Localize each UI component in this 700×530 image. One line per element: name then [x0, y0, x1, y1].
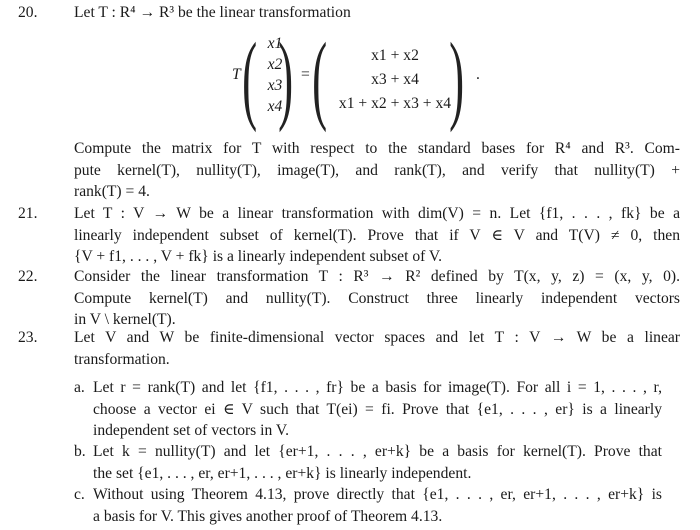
- problem-number: 20.: [18, 4, 38, 21]
- text-line: Let k = nullity(T) and let {er+1, . . . , er+k} be a basis for kernel(T). Prove that: [93, 443, 662, 460]
- text-line: Let T : V → W be a linear transformation with dim(V) = n. Let {f1, . . . , fk} be a: [74, 205, 680, 222]
- problem-intro: Let T : R⁴ → R³ be the linear transformation: [74, 4, 351, 21]
- text-line: {V + f1, . . . , V + fk} is a linearly independent subset of V.: [74, 248, 443, 265]
- part-a: [0, 377, 662, 442]
- problem-20-text: [18, 138, 680, 203]
- part-label: a.: [74, 379, 85, 396]
- text-line: in V \ kernel(T).: [74, 311, 176, 328]
- problem-23: [18, 327, 680, 370]
- problem-22: [18, 266, 680, 331]
- output-vector: [330, 44, 460, 116]
- text-line: the set {e1, . . . , er, er+1, . . . , er+k} is linearly independent.: [93, 464, 472, 482]
- vector-entry: x3 + x4: [371, 71, 419, 88]
- right-paren: ): [278, 22, 294, 133]
- problem-number: 22.: [18, 268, 38, 285]
- left-paren: (: [312, 22, 328, 133]
- equation-function: T: [232, 66, 241, 83]
- problem-number: 21.: [18, 205, 38, 222]
- text-line: transformation.: [74, 350, 170, 368]
- part-b: [0, 441, 662, 484]
- text-line: linearly independent subset of kernel(T). Prove that if V ∈ V and T(V) ≠ 0, then: [74, 226, 680, 244]
- vector-entry: x3: [267, 77, 283, 94]
- text-line: Let V and W be finite-dimensional vector spaces and let T : V → W be a linear: [74, 329, 680, 346]
- vector-entry: x1: [267, 35, 283, 52]
- text-line: Consider the linear transformation T : R³ → R² defined by T(x, y, z) = (x, y, 0).: [74, 268, 680, 285]
- text-line: rank(T) = 4.: [74, 183, 150, 200]
- vector-entry: x4: [267, 98, 283, 115]
- left-paren: (: [242, 22, 258, 133]
- text-line: a basis for V. This gives another proof of Theorem 4.13.: [93, 507, 443, 525]
- part-label: b.: [74, 443, 86, 460]
- problem-number: 23.: [18, 329, 38, 346]
- text-line: pute kernel(T), nullity(T), image(T), and rank(T), and verify that nullity(T) +: [74, 161, 680, 179]
- equals-sign: =: [301, 66, 310, 83]
- problem-21: [18, 203, 680, 268]
- text-line: Without using Theorem 4.13, prove directly that {e1, . . . , er, er+1, . . . , er+k} is: [93, 486, 662, 503]
- vector-entry: x1 + x2 + x3 + x4: [338, 95, 452, 112]
- part-c: [0, 484, 662, 527]
- equation-period: .: [476, 66, 480, 83]
- text-line: Compute kernel(T) and nullity(T). Construct three linearly independent vectors: [74, 289, 680, 307]
- text-line: choose a vector ei ∈ V such that T(ei) = fi. Prove that {e1, . . . , er} is a linearly: [93, 400, 662, 418]
- vector-entry: x2: [267, 56, 283, 73]
- right-paren: ): [449, 22, 465, 133]
- transformation-equation: [0, 0, 700, 133]
- part-label: c.: [74, 486, 85, 503]
- text-line: independent set of vectors in V.: [93, 422, 290, 439]
- text-line: Let r = rank(T) and let {f1, . . . , fr} be a basis for image(T). For all i = 1, . . . , r,: [93, 379, 662, 396]
- vector-entry: x1 + x2: [371, 47, 419, 64]
- text-line: Compute the matrix for T with respect to the standard bases for R⁴ and R³. Com-: [74, 140, 680, 157]
